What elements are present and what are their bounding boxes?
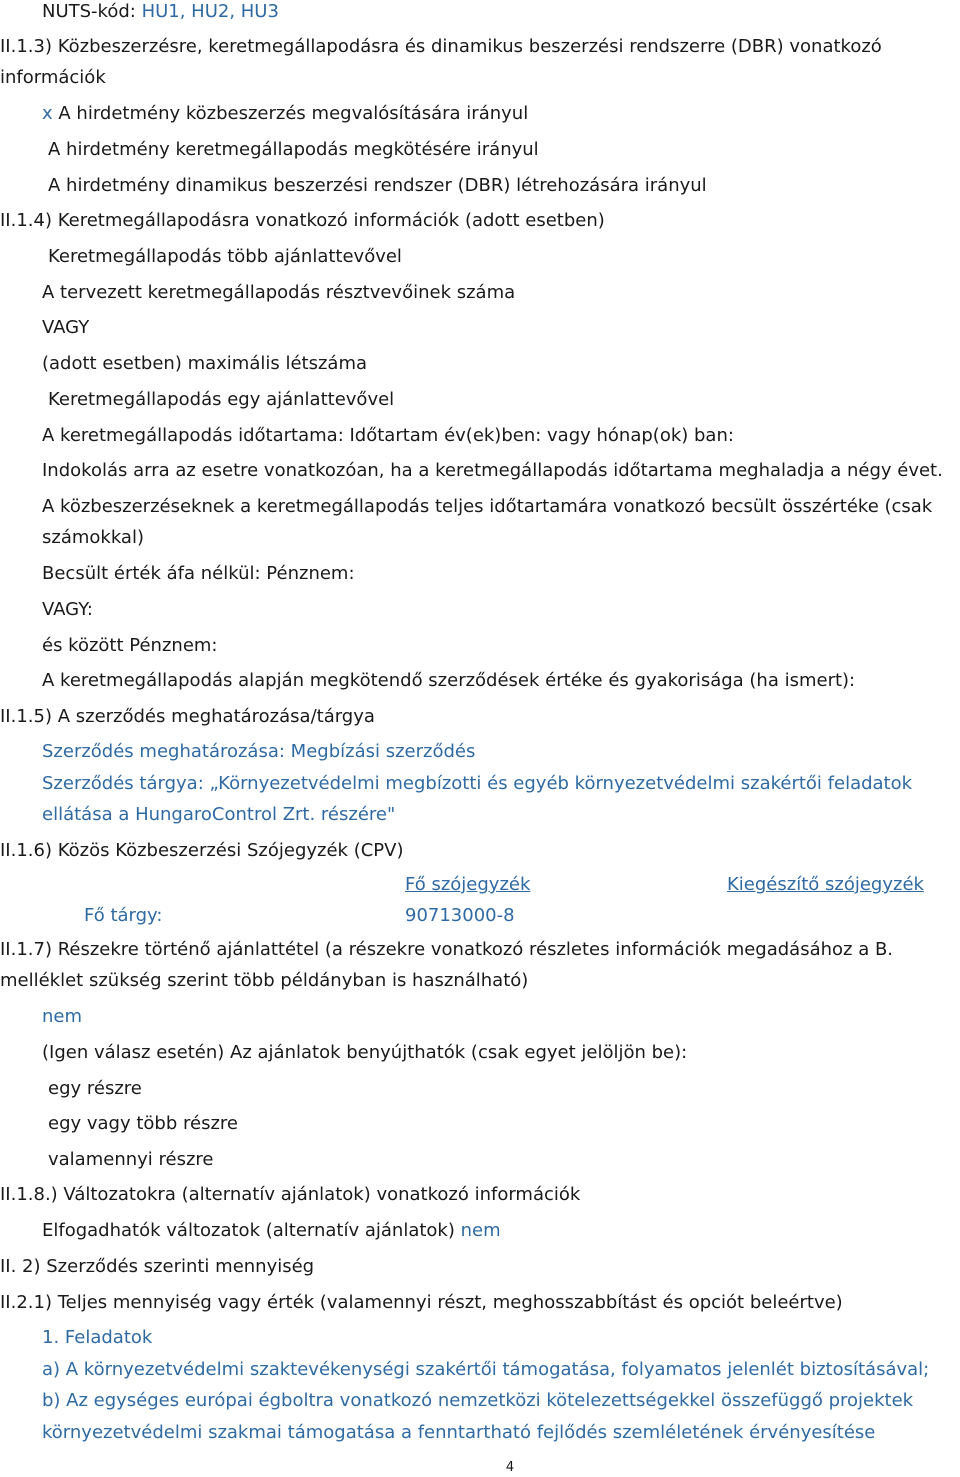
section-113-heading-cont: információk bbox=[0, 67, 106, 88]
section-121-heading: II.2.1) Teljes mennyiség vagy érték (valamennyi részt, meghosszabbítást és opciót beleértve) bbox=[0, 1292, 843, 1313]
task-b: b) Az egységes európai égboltra vonatkozó nemzetközi kötelezettségekkel összefüggő projektek bbox=[42, 1390, 914, 1411]
contract-subject: Szerződés tárgya: „Környezetvédelmi megbízotti és egyéb környezetvédelmi szakértői feladatok bbox=[42, 773, 913, 794]
or-text-2: VAGY: bbox=[42, 599, 93, 620]
section-117-heading: II.1.7) Részekre történő ajánlattétel (a részekre vonatkozó részletes információk megadásához a B. bbox=[0, 939, 894, 960]
section-116-heading: II.1.6) Közös Közbeszerzési Szójegyzék (CPV) bbox=[0, 840, 404, 861]
option-all-parts: valamennyi részre bbox=[48, 1149, 214, 1170]
option-framework: A hirdetmény keretmegállapodás megkötésére irányul bbox=[48, 139, 539, 160]
section-114-heading: II.1.4) Keretmegállapodásra vonatkozó információk (adott esetben) bbox=[0, 210, 605, 231]
tasks-title: 1. Feladatok bbox=[42, 1327, 153, 1348]
option-dbr: A hirdetmény dinamikus beszerzési rendszer (DBR) létrehozására irányul bbox=[48, 175, 707, 196]
section-113-heading: II.1.3) Közbeszerzésre, keretmegállapodásra és dinamikus beszerzési rendszerre (DBR) vonatkozó bbox=[0, 36, 882, 57]
main-vocabulary-link[interactable]: Fő szójegyzék bbox=[405, 874, 531, 895]
estimated-total-cont: számokkal) bbox=[42, 527, 144, 548]
option-one-part: egy részre bbox=[48, 1078, 142, 1099]
duration-justification: Indokolás arra az esetre vonatkozóan, ha a keretmegállapodás időtartama meghaladja a négy évet. bbox=[42, 460, 943, 481]
page-number: 4 bbox=[505, 1460, 515, 1475]
supplementary-vocabulary-link[interactable]: Kiegészítő szójegyzék bbox=[727, 874, 924, 895]
contract-subject-cont: ellátása a HungaroControl Zrt. részére" bbox=[42, 804, 396, 825]
parts-if-yes: (Igen válasz esetén) Az ajánlatok benyújthatók (csak egyet jelöljön be): bbox=[42, 1042, 688, 1063]
framework-multi: Keretmegállapodás több ajánlattevővel bbox=[48, 246, 402, 267]
section-118-heading: II.1.8.) Változatokra (alternatív ajánlatok) vonatkozó információk bbox=[0, 1184, 581, 1205]
contract-value-frequency: A keretmegállapodás alapján megkötendő szerződések értéke és gyakorisága (ha ismert): bbox=[42, 670, 856, 691]
option-procurement: x A hirdetmény közbeszerzés megvalósítására irányul bbox=[42, 103, 529, 124]
framework-participants: A tervezett keretmegállapodás résztvevőinek száma bbox=[42, 282, 516, 303]
parts-answer: nem bbox=[42, 1006, 83, 1027]
nuts-code-line: NUTS-kód: HU1, HU2, HU3 bbox=[42, 1, 279, 22]
section-115-heading: II.1.5) A szerződés meghatározása/tárgya bbox=[0, 706, 375, 727]
option-one-or-more: egy vagy több részre bbox=[48, 1113, 238, 1134]
section-117-heading-cont: melléklet szükség szerint több példányban is használható) bbox=[0, 970, 529, 991]
value-range: és között Pénznem: bbox=[42, 635, 218, 656]
estimated-value: Becsült érték áfa nélkül: Pénznem: bbox=[42, 563, 355, 584]
contract-definition: Szerződés meghatározása: Megbízási szerződés bbox=[42, 741, 476, 762]
max-headcount: (adott esetben) maximális létszáma bbox=[42, 353, 368, 374]
variants-accepted: Elfogadhatók változatok (alternatív ajánlatok) nem bbox=[42, 1220, 501, 1241]
framework-duration: A keretmegállapodás időtartama: Időtartam év(ek)ben: vagy hónap(ok) ban: bbox=[42, 425, 734, 446]
task-a: a) A környezetvédelmi szaktevékenységi szakértői támogatása, folyamatos jelenlét biztosításával; bbox=[42, 1359, 930, 1380]
checked-mark: x bbox=[42, 103, 53, 124]
main-subject-label: Fő tárgy: bbox=[84, 905, 163, 926]
or-text: VAGY bbox=[42, 317, 90, 338]
estimated-total: A közbeszerzéseknek a keretmegállapodás teljes időtartamára vonatkozó becsült összértéke (csak bbox=[42, 496, 933, 517]
framework-single: Keretmegállapodás egy ajánlattevővel bbox=[48, 389, 395, 410]
main-subject-cpv: 90713000-8 bbox=[405, 905, 515, 926]
task-b-cont: környezetvédelmi szakmai támogatása a fenntartható fejlődés szemléletének érvényesítése bbox=[42, 1422, 876, 1443]
section-12-heading: II. 2) Szerződés szerinti mennyiség bbox=[0, 1256, 315, 1277]
